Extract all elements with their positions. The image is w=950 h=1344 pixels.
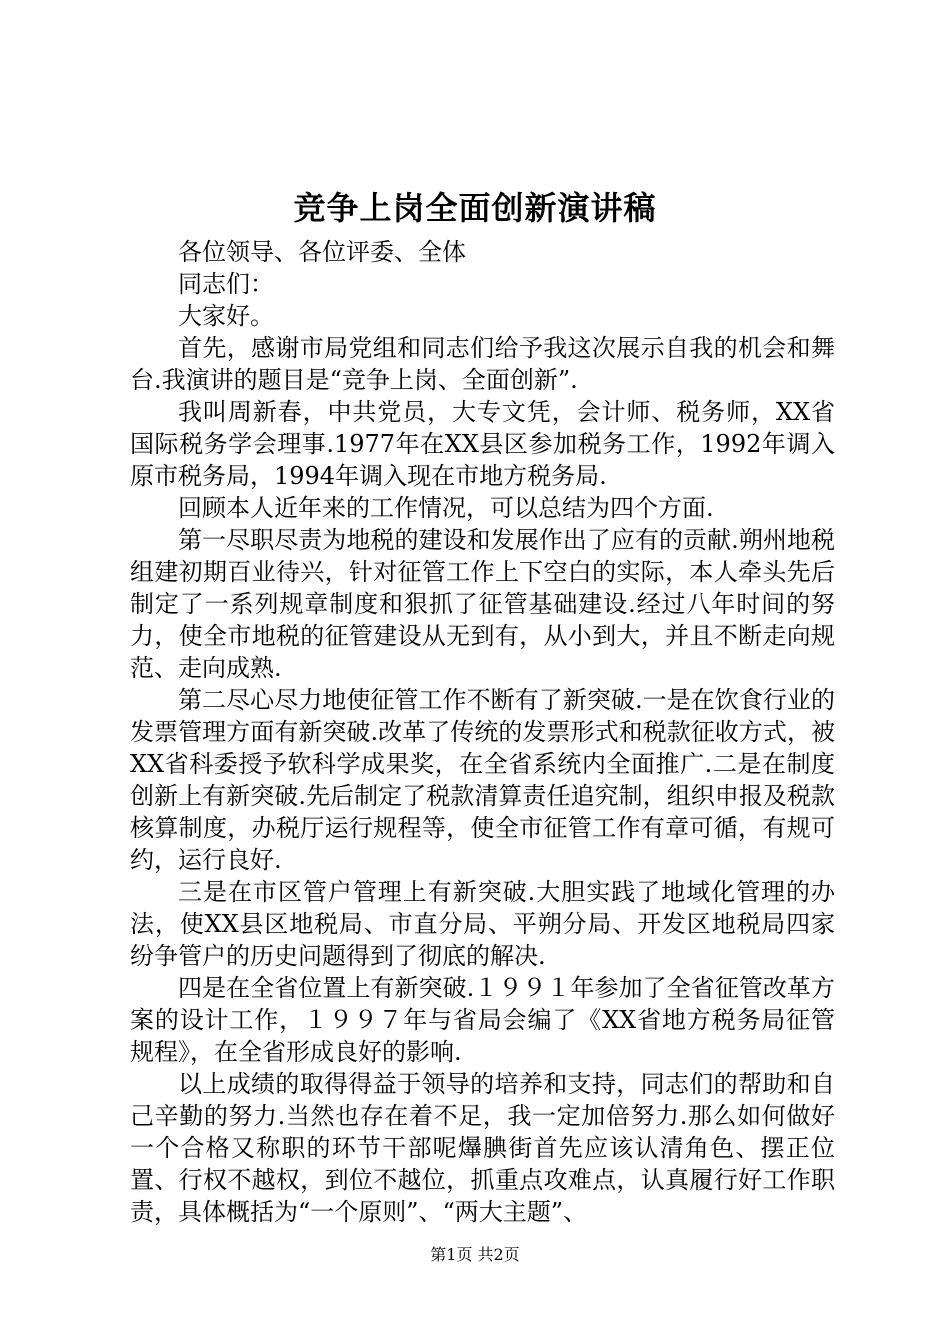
paragraph: 首先，感谢市局党组和同志们给予我这次展示自我的机会和舞台.我演讲的题目是“竞争上岗、全面创新”. — [130, 334, 835, 394]
paragraph: 各位领导、各位评委、全体 — [178, 238, 466, 266]
paragraph: 大家好。 — [178, 302, 274, 330]
paragraph: 同志们： — [178, 270, 274, 298]
paragraph: 四是在全省位置上有新突破.１９９１年参加了全省征管改革方案的设计工作，１９９７年与省局会编了《XX省地方税务局征管规程》，在全省形成良好的影响. — [130, 974, 835, 1066]
page-footer: 第1页 共2页 — [430, 1245, 520, 1264]
document-title: 竞争上岗全面创新演讲稿 — [293, 189, 657, 227]
paragraph: 第二尽心尽力地使征管工作不断有了新突破.一是在饮食行业的发票管理方面有新突破.改革了传统的发票形式和税款征收方式，被XX省科委授予软科学成果奖，在全省系统内全面推广.二是在制度创新上有新突破.先后制定了税款清算责任追究制，组织申报及税款核算制度，办税厅运行规程等，使全市征管工作有章可循，有规可约，运行良好. — [130, 686, 835, 874]
document-body — [130, 236, 835, 1228]
paragraph: 第一尽职尽责为地税的建设和发展作出了应有的贡献.朔州地税组建初期百业待兴，针对征管工作上下空白的实际，本人牵头先后制定了一系列规章制度和狠抓了征管基础建设.经过八年时间的努力，使全市地税的征管建设从无到有，从小到大，并且不断走向规范、走向成熟. — [130, 526, 835, 682]
paragraph: 回顾本人近年来的工作情况，可以总结为四个方面. — [178, 494, 714, 522]
paragraph: 我叫周新春，中共党员，大专文凭，会计师、税务师，XX省国际税务学会理事.1977年在XX县区参加税务工作，1992年调入原市税务局，1994年调入现在市地方税务局. — [130, 398, 835, 490]
paragraph: 以上成绩的取得得益于领导的培养和支持，同志们的帮助和自己辛勤的努力.当然也存在着不足，我一定加倍努力.那么如何做好一个合格又称职的环节干部呢爗腆街首先应该认清角色、摆正位置、行权不越权，到位不越位，抓重点攻难点，认真履行好工作职责，具体概括为“一个原则”、“两大主题”、 — [130, 1070, 835, 1226]
paragraph: 三是在市区管户管理上有新突破.大胆实践了地域化管理的办法，使XX县区地税局、市直分局、平朔分局、开发区地税局四家纷争管户的历史问题得到了彻底的解决. — [130, 878, 835, 970]
